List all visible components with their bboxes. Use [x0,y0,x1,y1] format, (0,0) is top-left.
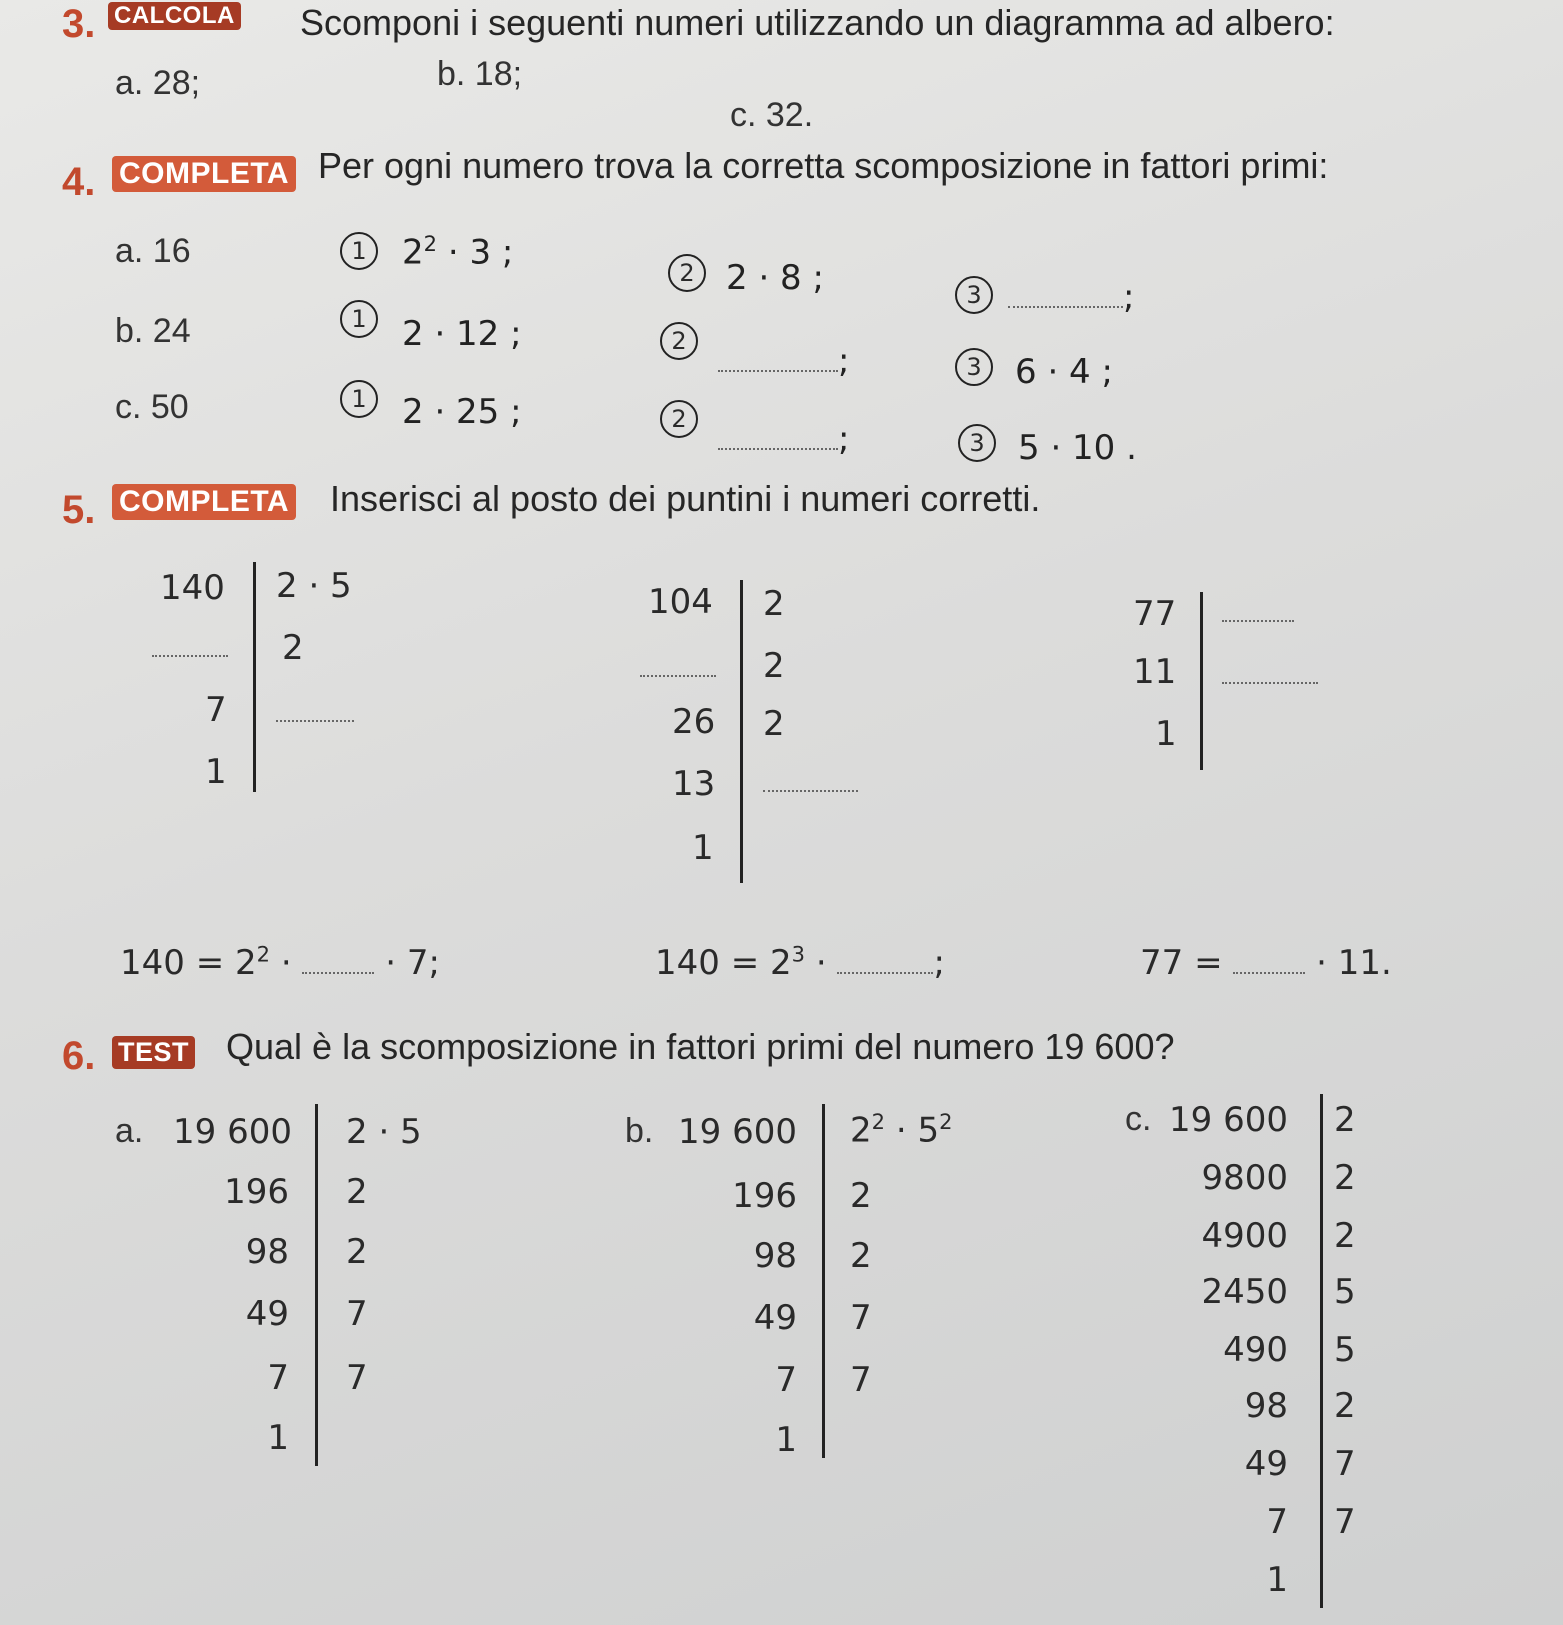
ex5-t3-right-0-blank[interactable] [1222,590,1294,626]
ex6-c-right-6: 7 [1334,1444,1356,1484]
exercise-5-title: Inserisci al posto dei puntini i numeri corretti. [330,478,1041,519]
ex4-row-a-option-2: 2 · 8 ; [726,258,824,298]
exercise-3-item-c: c. 32. [730,96,814,134]
ex6-b-left-3: 49 [753,1298,797,1338]
ex6-c-right-7: 7 [1334,1502,1356,1542]
ex4-row-b-circle-3: 3 [955,348,993,386]
ex5-equation-3-blank[interactable] [1233,942,1305,974]
ex5-t1-left-2: 7 [205,690,227,730]
exercise-3-item-b: b. 18; [437,55,523,93]
ex5-t1-right-1: 2 [282,628,304,668]
ex5-equation-2-blank[interactable] [837,942,933,974]
ex6-b-left-5: 1 [775,1420,797,1460]
exercise-4-title: Per ogni numero trova la corretta scomposizione in fattori primi: [318,145,1329,186]
ex5-equation-1: $140 = 2^2$ · · 7; [120,942,440,983]
ex6-a-right-3: 7 [346,1294,368,1334]
ex4-row-a-circle-2: 2 [668,254,706,292]
ex6-b-left-1: 196 [732,1176,797,1216]
ex6-option-c-label[interactable]: c. [1125,1100,1152,1138]
ex5-t3-right-1-blank[interactable] [1222,652,1318,688]
exercise-4-badge: COMPLETA [112,156,296,192]
ex4-row-c-circle-1: 1 [340,380,378,418]
ex6-c-right-2: 2 [1334,1216,1356,1256]
ex6-a-divider [315,1104,318,1466]
ex5-t3-left-1: 11 [1133,652,1177,692]
ex4-row-a-circle-3: 3 [955,276,993,314]
ex4-row-b-circle-1: 1 [340,300,378,338]
ex4-row-c-option-1: 2 · 25 ; [402,392,522,432]
exercise-4-number: 4. [62,160,96,204]
ex5-t2-left-3: 13 [672,764,716,804]
ex4-row-a-option-3-blank[interactable]: ; [1008,276,1134,317]
ex5-t2-left-4: 1 [692,828,714,868]
ex6-c-left-2: 4900 [1201,1216,1288,1256]
exercise-3-item-a: a. 28; [115,64,201,102]
ex5-equation-3: 77 = · 11. [1140,943,1392,983]
ex4-row-c-option-2-blank[interactable]: ; [718,418,849,459]
ex6-a-left-2: 98 [245,1232,289,1272]
ex5-t1-left-0: 140 [160,568,225,608]
ex6-a-left-5: 1 [267,1418,289,1458]
ex5-table-2-divider [740,580,743,883]
ex5-t2-right-0: 2 [763,584,785,624]
ex6-b-right-1: 2 [850,1176,872,1216]
ex5-t2-right-2: 2 [763,704,785,744]
ex4-row-b-option-1: 2 · 12 ; [402,314,522,354]
ex6-c-right-4: 5 [1334,1330,1356,1370]
ex6-a-left-0: 19 600 [173,1112,292,1152]
ex4-row-c-option-3: 5 · 10 . [1018,428,1137,468]
ex6-b-left-4: 7 [775,1360,797,1400]
exercise-6-number: 6. [62,1034,96,1078]
ex5-t2-left-2: 26 [672,702,716,742]
ex4-row-a-option-1: $2^2 \cdot 3$ ; [402,232,514,273]
ex5-t2-left-1-blank[interactable] [640,645,716,681]
ex5-equation-2: $140 = 2^3$ · ; [655,942,945,983]
ex6-c-left-7: 7 [1266,1502,1288,1542]
exercise-6-badge: TEST [112,1036,195,1069]
ex5-t2-left-0: 104 [648,582,713,622]
ex6-c-left-0: 19 600 [1169,1100,1288,1140]
ex5-table-1-divider [253,562,256,792]
ex6-c-left-4: 490 [1223,1330,1288,1370]
ex6-c-left-8: 1 [1266,1560,1288,1600]
ex6-b-divider [822,1104,825,1458]
ex6-option-a-label[interactable]: a. [115,1112,144,1150]
ex4-row-a-circle-1: 1 [340,232,378,270]
ex5-t1-right-2-blank[interactable] [276,690,354,726]
ex6-c-left-1: 9800 [1201,1158,1288,1198]
ex6-c-right-1: 2 [1334,1158,1356,1198]
exercise-5-badge: COMPLETA [112,484,296,520]
exercise-5-number: 5. [62,488,96,532]
exercise-3-number: 3. [62,2,96,46]
ex5-t1-left-1-blank[interactable] [152,625,228,661]
ex4-row-b-label: b. 24 [115,312,191,350]
exercise-3-title: Scomponi i seguenti numeri utilizzando un diagramma ad albero: [300,2,1335,43]
ex6-c-right-0: 2 [1334,1100,1356,1140]
ex4-row-a-label: a. 16 [115,232,191,270]
ex6-b-right-4: 7 [850,1360,872,1400]
ex5-t2-right-3-blank[interactable] [763,760,858,796]
ex5-t3-left-0: 77 [1133,594,1177,634]
ex4-row-c-circle-3: 3 [958,424,996,462]
ex6-a-right-1: 2 [346,1172,368,1212]
ex5-table-3-divider [1200,592,1203,770]
ex6-b-left-2: 98 [753,1236,797,1276]
ex4-row-c-circle-2: 2 [660,400,698,438]
ex6-option-b-label[interactable]: b. [625,1112,654,1150]
ex4-row-b-circle-2: 2 [660,322,698,360]
ex5-t1-left-3: 1 [205,752,227,792]
ex6-a-right-0: 2 · 5 [346,1112,422,1152]
ex6-c-right-3: 5 [1334,1272,1356,1312]
ex6-a-left-4: 7 [267,1358,289,1398]
ex5-t3-left-2: 1 [1155,714,1177,754]
ex4-row-b-option-2-blank[interactable]: ; [718,340,849,381]
ex6-a-left-3: 49 [245,1294,289,1334]
ex6-c-left-5: 98 [1244,1386,1288,1426]
ex6-c-divider [1320,1094,1323,1608]
ex5-equation-1-blank[interactable] [302,942,374,974]
ex5-t1-right-0: 2 · 5 [276,566,352,606]
ex6-c-right-5: 2 [1334,1386,1356,1426]
ex6-b-right-0: $2^2 \cdot 5^2$ [850,1110,953,1151]
exercise-6-title: Qual è la scomposizione in fattori primi del numero 19 600? [226,1026,1175,1067]
ex6-b-right-2: 2 [850,1236,872,1276]
ex6-c-left-3: 2450 [1201,1272,1288,1312]
exercise-3-badge: CALCOLA [108,2,241,30]
ex6-a-left-1: 196 [224,1172,289,1212]
ex6-c-left-6: 49 [1244,1444,1288,1484]
ex6-b-left-0: 19 600 [678,1112,797,1152]
ex4-row-b-option-3: 6 · 4 ; [1015,352,1113,392]
ex5-t2-right-1: 2 [763,646,785,686]
ex4-row-c-label: c. 50 [115,388,189,426]
ex6-a-right-2: 2 [346,1232,368,1272]
ex6-b-right-3: 7 [850,1298,872,1338]
ex6-a-right-4: 7 [346,1358,368,1398]
